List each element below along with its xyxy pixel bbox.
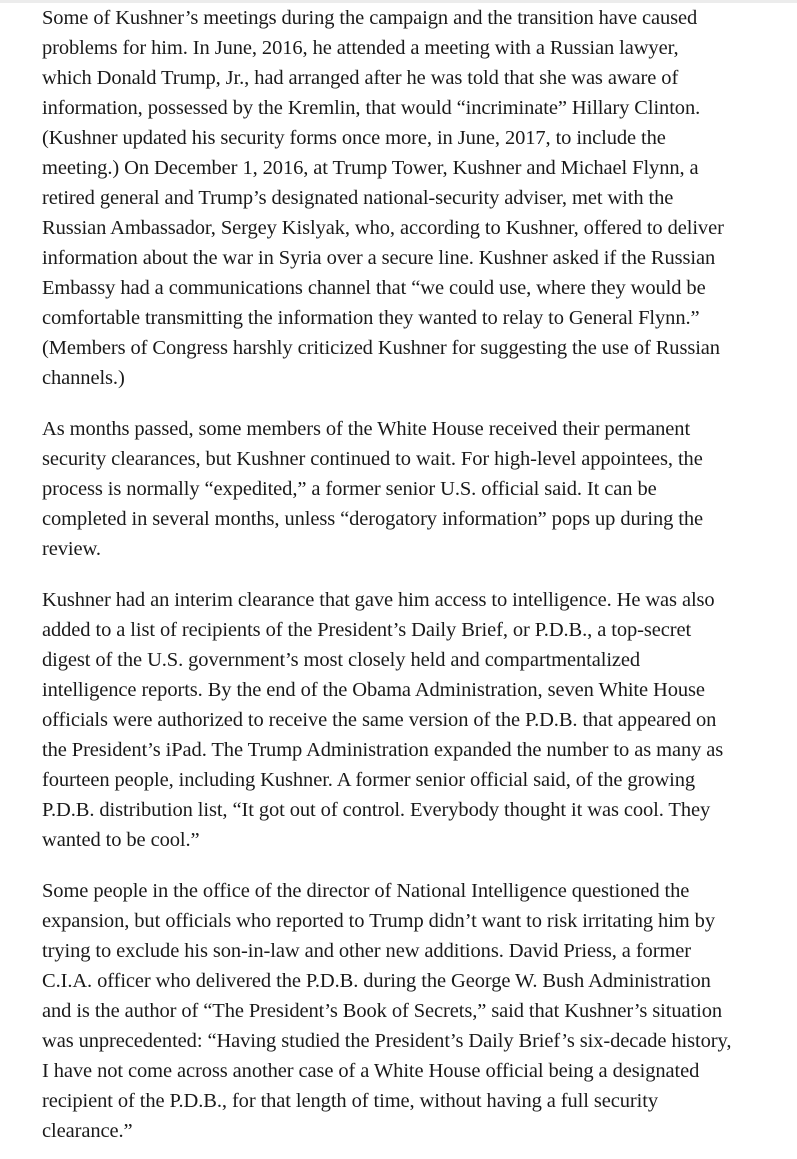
- article-body: [42, 3, 732, 1146]
- article-paragraph: Kushner had an interim clearance that gave him access to intelligence. He was also added to a list of recipients of the President’s Daily Brief, or P.D.B., a top-secret digest of the U.S. government’s most closely held and compartmentalized intelligence reports. By the end of the Obama Administration, seven White House officials were authorized to receive the same version of the P.D.B. that appeared on the President’s iPad. The Trump Administration expanded the number to as many as fourteen people, including Kushner. A former senior official said, of the growing P.D.B. distribution list, “It got out of control. Everybody thought it was cool. They wanted to be cool.”: [42, 589, 724, 851]
- article-paragraph: As months passed, some members of the White House received their permanent security clearances, but Kushner continued to wait. For high-level appointees, the process is normally “expedited,” a former senior U.S. official said. It can be completed in several months, unless “derogatory information” pops up during the review.: [42, 418, 704, 560]
- article-paragraph: Some of Kushner’s meetings during the campaign and the transition have caused problems for him. In June, 2016, he attended a meeting with a Russian lawyer, which Donald Trump, Jr., had arranged after he was told that she was aware of information, possessed by the Kremlin, that would “incriminate” Hillary Clinton. (Kushner updated his security forms once more, in June, 2017, to include the meeting.) On December 1, 2016, at Trump Tower, Kushner and Michael Flynn, a retired general and Trump’s designated national-security adviser, met with the Russian Ambassador, Sergey Kislyak, who, according to Kushner, offered to deliver information about the war in Syria over a secure line. Kushner asked if the Russian Embassy had a communications channel that “we could use, where they would be comfortable transmitting the information they wanted to relay to General Flynn.” (Members of Congress harshly criticized Kushner for suggesting the use of Russian channels.): [42, 7, 724, 389]
- article-paragraph: Some people in the office of the director of National Intelligence questioned the expansion, but officials who reported to Trump didn’t want to risk irritating him by trying to exclude his son-in-law and other new additions. David Priess, a former C.I.A. officer who delivered the P.D.B. during the George W. Bush Administration and is the author of “The President’s Book of Secrets,” said that Kushner’s situation was unprecedented: “Having studied the President’s Daily Brief’s six-decade history, I have not come across another case of a White House official being a designated recipient of the P.D.B., for that length of time, without having a full security clearance.”: [42, 880, 732, 1142]
